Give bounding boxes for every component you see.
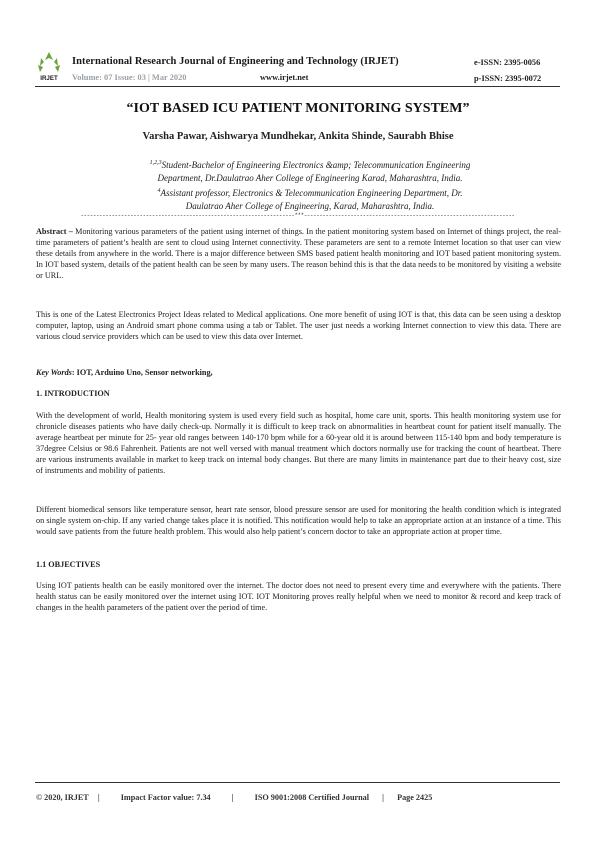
- paper-authors: Varsha Pawar, Aishwarya Mundhekar, Ankita Shinde, Saurabh Bhise: [142, 131, 454, 142]
- affiliation-2-text: Assistant professor, Electronics & Telecommunication Engineering Department, Dr. Daulatrao Aher College of Engineering, Karad, Maharashtra, India.: [160, 188, 463, 211]
- journal-website[interactable]: www.irjet.net: [260, 73, 309, 82]
- journal-title: International Research Journal of Engineering and Technology (IRJET): [72, 56, 399, 67]
- section-heading-objectives: 1.1 OBJECTIVES: [36, 560, 101, 569]
- svg-text:IRJET: IRJET: [40, 75, 58, 82]
- footer: [36, 793, 432, 802]
- p-issn: p-ISSN: 2395-0072: [474, 74, 542, 83]
- keywords-label: Key Words: [36, 368, 72, 377]
- abstract-label: Abstract –: [36, 227, 73, 236]
- footer-rule: [35, 782, 560, 783]
- affiliation-2: [140, 185, 480, 212]
- introduction-paragraph-2: Different biomedical sensors like temperature sensor, heart rate sensor, blood pressure sensor are used for monitoring the health condition which is integrated on single system on-chip. If any varied change takes place it is notified. This notification would help to take an appropriate action at an instance of a time. This would save patients from the future health problem. This would also help patient’s concern doctor to take an appropriate action at proper time.: [36, 505, 561, 536]
- introduction-paragraph-1: With the development of world, Health monitoring system is used every field such as hospital, home care unit, sports. This health monitoring system use for chronicle diseases patients who have daily check-up. Normally it is difficult to keep track on abnormalities in heartbeat count for patient itself manually. The average heartbeat per minute for 25- year old ranges between 140-170 bpm while for a 60-year old it is around between 115-140 bpm and body temperature is 37degree Celsius or 98.6 Fahrenheit. Patients are not well versed with manual treatment which doctors normally use for tracking the count of heartbeat. There are various instruments available in market to keep track on internal body changes. But there are many limits in maintenance part due to their heavy cost, size of instruments and mobility of patients.: [36, 411, 561, 475]
- abstract: [36, 226, 561, 281]
- section-separator: ---------------------------------------------------------------------***--------------------------------------------------------------------: [80, 212, 515, 219]
- footer-copyright: © 2020, IRJET: [36, 793, 89, 802]
- keywords-text: : IOT, Arduino Uno, Sensor networking,: [71, 368, 213, 377]
- footer-page: Page 2425: [397, 793, 433, 802]
- objectives-paragraph: Using IOT patients health can be easily monitored over the internet. The doctor does not need to present every time and everywhere with the patients. There health status can be easily monitored over the internet using IOT. IOT Monitoring proves really helpful when we need to monitor & record and keep track of changes in the health parameters of the patient over the period of time.: [36, 581, 561, 612]
- paper-title: “IOT BASED ICU PATIENT MONITORING SYSTEM”: [126, 101, 470, 116]
- irjet-logo: [36, 50, 62, 86]
- abstract-text: Monitoring various parameters of the patient using internet of things. In the patient monitoring system based on Internet of things project, the real-time parameters of patient’s health are sent to cloud using Internet connectivity. These parameters are sent to a remote Internet location so that user can view these details from anywhere in the world. There is a major difference between SMS based patient health monitoring and IOT based patient monitoring system. In IOT based system, details of the patient health can be seen by many users. The reason behind this is that the data needs to be monitored by visiting a website or URL.: [36, 227, 562, 280]
- keywords: [36, 368, 213, 377]
- footer-sep-3: |: [382, 793, 384, 802]
- header-rule: [35, 86, 560, 87]
- affiliation-1-sup: 1,2,3: [149, 160, 162, 166]
- footer-sep-1: |: [97, 793, 100, 802]
- footer-iso: ISO 9001:2008 Certified Journal: [254, 793, 370, 802]
- footer-impact: Impact Factor value: 7.34: [120, 793, 211, 802]
- affiliation-2-sup: 4: [157, 188, 161, 194]
- section-heading-introduction: 1. INTRODUCTION: [36, 389, 110, 398]
- footer-sep-2: |: [231, 793, 234, 802]
- body-paragraph-2: This is one of the Latest Electronics Project Ideas related to Medical applications. One more benefit of using IOT is that, this data can be seen using a desktop computer, laptop, using an Android smart phone comma using a tab or Tablet. The user just needs a working Internet connection to view this data. There are various cloud service providers which can be used to view this data over Internet.: [36, 310, 561, 341]
- volume-issue: Volume: 07 Issue: 03 | Mar 2020: [72, 73, 187, 82]
- e-issn: e-ISSN: 2395-0056: [474, 58, 541, 67]
- affiliation-1-text: Student-Bachelor of Engineering Electronics &amp; Telecommunication Engineering Department, Dr.Daulatrao Aher College of Engineering Karad, Maharashtra, India.: [157, 160, 471, 183]
- affiliation-1: [140, 157, 480, 184]
